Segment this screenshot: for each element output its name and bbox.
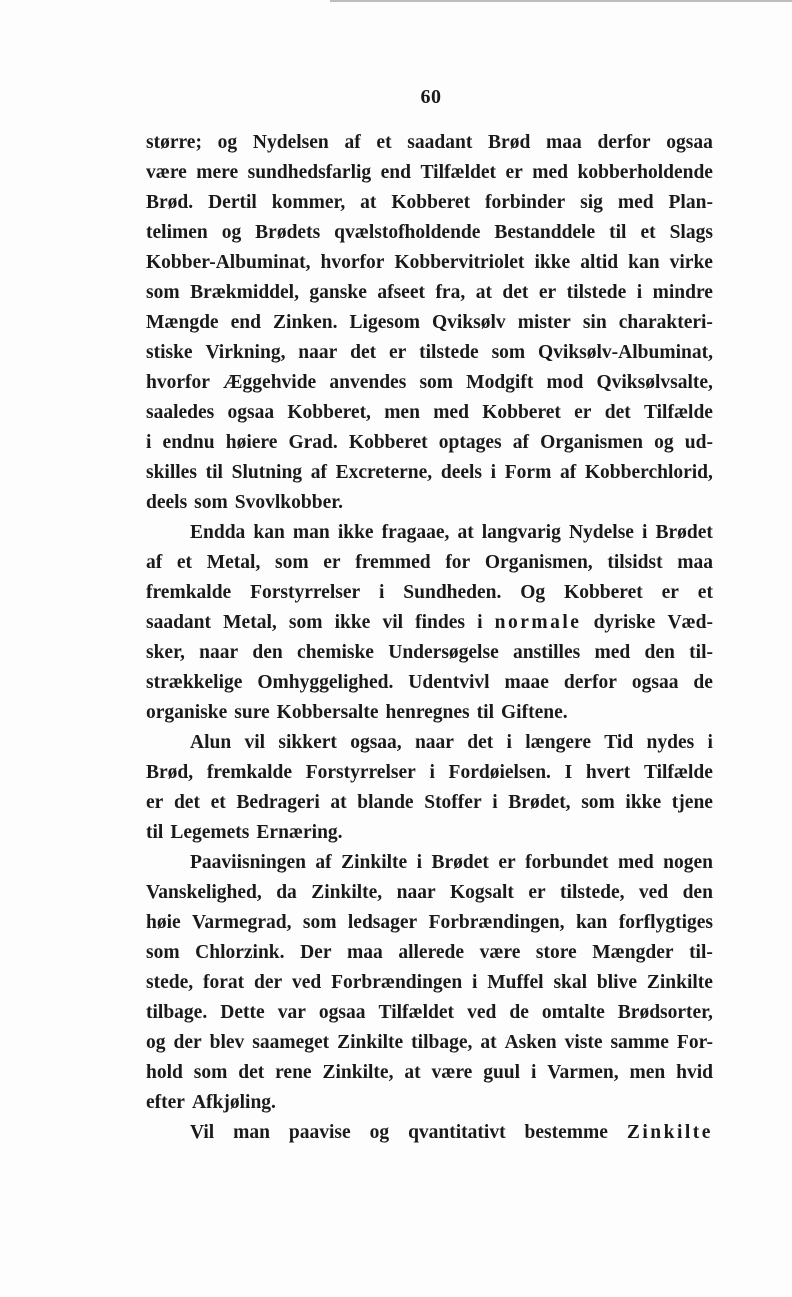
text-line: til Legemets Ernæring. (146, 822, 343, 843)
text-line: telimen og Brødets qvælstofholdende Bestanddele til et Slags (146, 222, 713, 243)
text-line: fremkalde Forstyrrelser i Sundheden. Og Kobberet er et (146, 582, 713, 603)
text-line: er det et Bedrageri at blande Stoffer i Brødet, som ikke tjene (146, 792, 713, 813)
text-line: stede, forat der ved Forbrændingen i Muffel skal blive Zinkilte (146, 972, 713, 993)
text-line: saaledes ogsaa Kobberet, men med Kobberet er det Tilfælde (146, 402, 713, 423)
text-line: strækkelige Omhyggelighed. Udentvivl maae derfor ogsaa de (146, 672, 713, 693)
text-line: saadant Metal, som ikke vil findes i normale dyriske Væd- (146, 612, 713, 633)
text-line: Vil man paavise og qvantitativt bestemme Zinkilte (190, 1122, 713, 1143)
text-line: Brød, fremkalde Forstyrrelser i Fordøielsen. I hvert Tilfælde (146, 762, 713, 783)
text-line: organiske sure Kobbersalte henregnes til Giftene. (146, 702, 568, 723)
text-line: Endda kan man ikke fragaae, at langvarig Nydelse i Brødet (190, 522, 713, 543)
text-line: Alun vil sikkert ogsaa, naar det i længere Tid nydes i (190, 732, 713, 753)
text-line: skilles til Slutning af Excreterne, deels i Form af Kobberchlorid, (146, 462, 713, 483)
text-line: tilbage. Dette var ogsaa Tilfældet ved de omtalte Brødsorter, (146, 1002, 713, 1023)
text-line: hvorfor Æggehvide anvendes som Modgift mod Qviksølvsalte, (146, 372, 713, 393)
text-line: deels som Svovlkobber. (146, 492, 343, 513)
page-number: 60 (420, 86, 442, 108)
text-line: sker, naar den chemiske Undersøgelse anstilles med den til- (146, 642, 713, 663)
text-line: stiske Virkning, naar det er tilstede som Qviksølv-Albuminat, (146, 342, 713, 363)
text-line: som Chlorzink. Der maa allerede være store Mængder til- (146, 942, 713, 963)
text-line: Brød. Dertil kommer, at Kobberet forbinder sig med Plan- (146, 192, 713, 213)
body-text (146, 128, 713, 1148)
text-line: som Brækmiddel, ganske afseet fra, at det er tilstede i mindre (146, 282, 713, 303)
text-line: Kobber-Albuminat, hvorfor Kobbervitriolet ikke altid kan virke (146, 252, 713, 273)
text-line: Vanskelighed, da Zinkilte, naar Kogsalt er tilstede, ved den (146, 882, 713, 903)
text-line: Mængde end Zinken. Ligesom Qviksølv mister sin charakteri- (146, 312, 713, 333)
text-line: i endnu høiere Grad. Kobberet optages af Organismen og ud- (146, 432, 713, 453)
text-line: efter Afkjøling. (146, 1092, 276, 1113)
text-line: hold som det rene Zinkilte, at være guul i Varmen, men hvid (146, 1062, 713, 1083)
text-line: større; og Nydelsen af et saadant Brød maa derfor ogsaa (146, 132, 713, 153)
text-line: være mere sundhedsfarlig end Tilfældet er med kobberholdende (146, 162, 713, 183)
page-top-edge (330, 0, 792, 2)
text-line: høie Varmegrad, som ledsager Forbrændingen, kan forflygtiges (146, 912, 713, 933)
text-line: Paaviisningen af Zinkilte i Brødet er forbundet med nogen (190, 852, 713, 873)
text-line: og der blev saameget Zinkilte tilbage, at Asken viste samme For- (146, 1032, 713, 1053)
text-line: af et Metal, som er fremmed for Organismen, tilsidst maa (146, 552, 713, 573)
